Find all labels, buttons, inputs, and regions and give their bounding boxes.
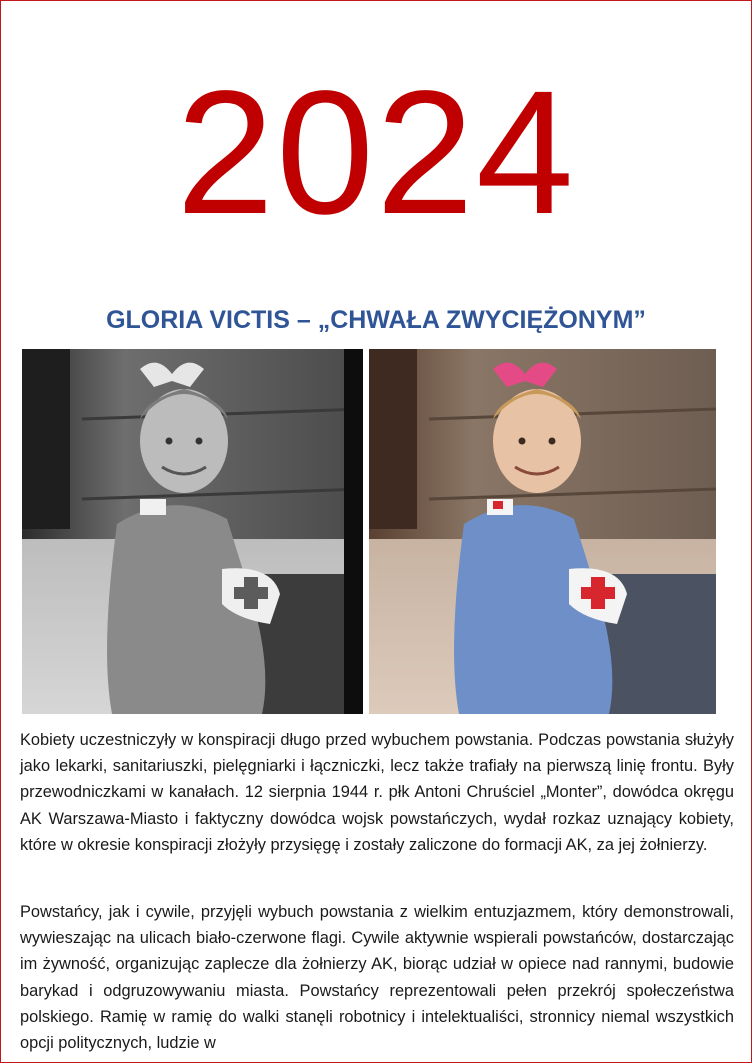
- paragraph-women-in-uprising: Kobiety uczestniczyły w konspiracji długo przed wybuchem powstania. Podczas powstania służyły jako lekarki, sanitariuszki, pielęgniarki i łączniczki, lecz także trafiały na pierwszą linię frontu. Były przewodniczkami w kanałach. 12 sierpnia 1944 r. płk Antoni Chruściel „Monter”, dowódca okręgu AK Warszawa-Miasto i faktyczny dowódca wojsk powstańczych, wydał rozkaz uznający kobiety, które w okresie konspiracji złożyły przysięgę i zostały zaliczone do formacji AK, za jej żołnierzy.: [20, 731, 734, 854]
- photo-black-and-white: [22, 349, 363, 714]
- year-heading: 2024: [176, 55, 576, 251]
- photo-colorized: [369, 349, 716, 714]
- paragraph-civilians-and-insurgents: Powstańcy, jak i cywile, przyjęli wybuch powstania z wielkim entuzjazmem, który demonstrowali, wywieszając na ulicach biało-czerwone flagi. Cywile aktywnie wspierali powstańców, dostarczając im żywność, organizując zaplecze dla żołnierzy AK, biorąc udział w opiece nad rannymi, budowie barykad i odgruzowywaniu miasta. Powstańcy reprezentowali pełen przekrój społeczeństwa polskiego. Ramię w ramię do walki stanęli robotnicy i intelektualiści, stronnicy niemal wszystkich opcji politycznych, ludzie w: [20, 903, 734, 1053]
- page-subtitle: GLORIA VICTIS – „CHWAŁA ZWYCIĘŻONYM”: [106, 306, 646, 334]
